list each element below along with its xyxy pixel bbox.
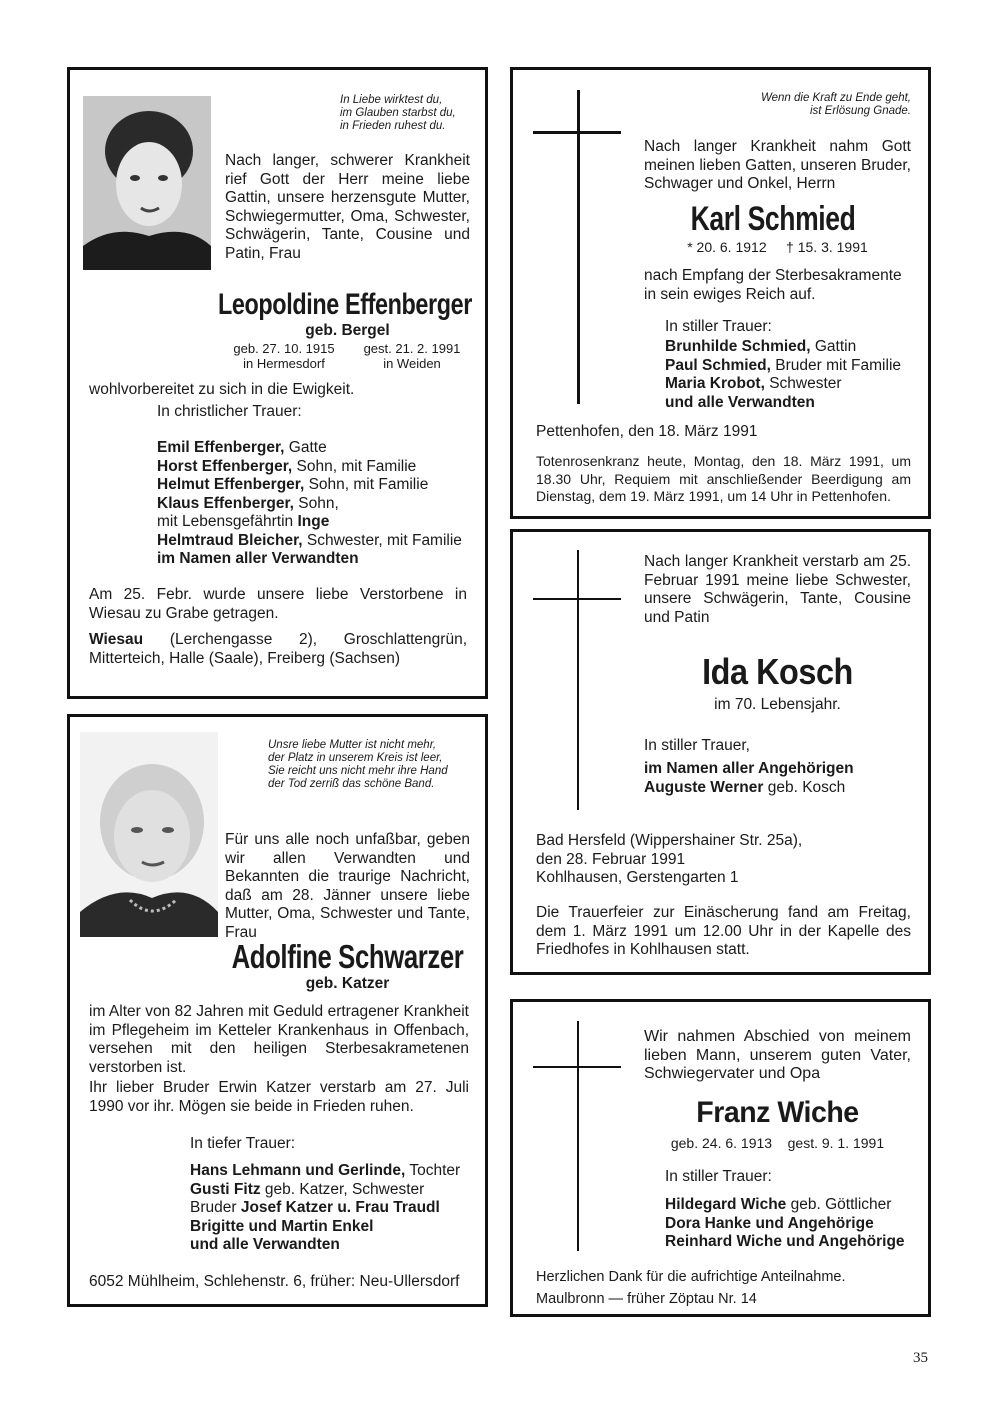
mourners-list (157, 439, 477, 569)
obituary-wiche (510, 999, 931, 1317)
intro-text: Wir nahmen Abschied von meinem lieben Mann, unserem guten Vater, Schwiegervater und Opa (644, 1028, 911, 1082)
after-text: nach Empfang der Sterbesakramente in sein ewiges Reich auf. (644, 267, 902, 303)
mourner: Maria Krobot, Schwester (665, 375, 842, 392)
deceased-name: Leopoldine Effenberger (217, 288, 473, 321)
poem-line: ist Erlösung Gnade. (809, 105, 911, 117)
cross-icon (577, 90, 580, 404)
intro-text: Für uns alle noch unfaßbar, geben wir allen Verwandten und Bekannten die traurige Nachricht, daß am 28. Jänner unsere liebe Mutter, Oma, Schwester und Tante, Frau (225, 831, 470, 941)
place-date: Pettenhofen, den 18. März 1991 (536, 423, 758, 440)
cross-icon (577, 1021, 579, 1251)
mourners-list (190, 1162, 480, 1255)
mourner: Brunhilde Schmied, Gattin (665, 338, 857, 355)
portrait-photo (80, 732, 218, 937)
mourning-heading: In tiefer Trauer: (190, 1135, 296, 1152)
age-text: im 70. Lebensjahr. (714, 696, 841, 713)
mourners-list (665, 1196, 930, 1252)
birth-place: in Hermesdorf (243, 356, 325, 371)
mourner: Auguste Werner geb. Kosch (644, 778, 846, 796)
mourner: Reinhard Wiche und Angehörige (665, 1233, 905, 1250)
poem (268, 739, 468, 791)
mourning-heading: In stiller Trauer: (665, 1168, 772, 1185)
mourning-heading: In stiller Trauer: (665, 318, 772, 335)
burial-text: Am 25. Febr. wurde unsere liebe Verstorbene in Wiesau zu Grabe getragen. (89, 586, 467, 622)
deceased-name: Franz Wiche (696, 1096, 859, 1129)
cross-beam (533, 131, 621, 134)
portrait-photo (83, 96, 211, 270)
poem-line: Unsre liebe Mutter ist nicht mehr, (268, 739, 437, 751)
address-line: Bad Hersfeld (Wippershainer Str. 25a), (536, 832, 803, 849)
footer-text: Totenrosenkranz heute, Montag, den 18. März 1991, um 18.30 Uhr, Requiem mit anschließender Beerdigung am Dienstag, dem 19. März 1991, um 14 Uhr in Pettenhofen. (536, 453, 911, 504)
mourner: Hildegard Wiche geb. Göttlicher (665, 1196, 892, 1213)
deceased-name: Adolfine Schwarzer (231, 938, 464, 975)
intro-text: Nach langer, schwerer Krankheit rief Gott der Herr meine liebe Gattin, unsere herzensgute Mutter, Schwiegermutter, Oma, Schwester, Schwägerin, Tante, Cousine und Patin, Frau (225, 152, 470, 262)
poem (713, 92, 911, 118)
mourner: Dora Hanke und Angehörige (665, 1214, 874, 1232)
poem-line: in Frieden ruhest du. (340, 120, 446, 132)
maiden-name: geb. Katzer (305, 975, 390, 992)
mourner: Emil Effenberger, Gatte (157, 439, 327, 456)
mourner: und alle Verwandten (665, 393, 815, 411)
birth-date: geb. 27. 10. 1915 (233, 341, 335, 356)
poem-line: im Glauben starbst du, (340, 107, 456, 119)
mourners-list (644, 760, 914, 797)
mourner: Helmtraud Bleicher, Schwester, mit Familie (157, 531, 462, 549)
address-text: Wiesau (Lerchengasse 2), Groschlattengrün, Mitterteich, Halle (Saale), Freiberg (Sachsen) (89, 631, 467, 667)
poem-line: der Platz in unserem Kreis ist leer, (268, 752, 443, 764)
mourner: Klaus Effenberger, Sohn, (157, 494, 339, 512)
mourner: im Namen aller Verwandten (157, 550, 359, 567)
obituary-kosch (510, 529, 931, 975)
mourner: Brigitte und Martin Enkel (190, 1217, 374, 1235)
mourner: Helmut Effenberger, Sohn, mit Familie (157, 476, 429, 493)
cross-beam (533, 598, 621, 600)
mourner: und alle Verwandten (190, 1236, 340, 1253)
deceased-name: Ida Kosch (702, 651, 853, 692)
body-text: im Alter von 82 Jahren mit Geduld ertragener Krankheit im Pflegeheim im Ketteler Krankenhaus in Offenbach, versehen mit den heiligen Sterbesakrametenen verstorben ist. (89, 1003, 469, 1076)
deceased-name: Karl Schmied (690, 200, 856, 238)
mourner: Hans Lehmann und Gerlinde, Tochter (190, 1162, 461, 1179)
thanks-text: Herzlichen Dank für die aufrichtige Anteilnahme. (536, 1269, 846, 1285)
obituary-effenberger (67, 67, 488, 699)
mourner: Paul Schmied, Bruder mit Familie (665, 356, 902, 374)
maiden-name: geb. Bergel (305, 322, 390, 339)
address-text: Maulbronn — früher Zöptau Nr. 14 (536, 1291, 757, 1307)
life-dates: geb. 24. 6. 1913 gest. 9. 1. 1991 (670, 1135, 885, 1151)
intro-text: Nach langer Krankheit verstarb am 25. Februar 1991 meine liebe Schwester, unsere Schwägerin, Tante, Cousine und Patin (644, 553, 911, 626)
mourner: mit Lebensgefährtin Inge (157, 513, 330, 530)
poem-line: der Tod zerriß das schöne Band. (268, 778, 435, 790)
mourner: Bruder Josef Katzer u. Frau Traudl (190, 1199, 440, 1216)
body-text-2: Ihr lieber Bruder Erwin Katzer verstarb am 27. Juli 1990 vor ihr. Mögen sie beide in Frieden ruhen. (89, 1079, 469, 1115)
poem-line: Sie reicht uns nicht mehr ihre Hand (268, 765, 448, 777)
mourner: Gusti Fitz geb. Katzer, Schwester (190, 1180, 425, 1198)
address-line: den 28. Februar 1991 (536, 850, 686, 868)
after-text: wohlvorbereitet zu sich in die Ewigkeit. (89, 381, 355, 398)
address-line: Kohlhausen, Gerstengarten 1 (536, 869, 739, 886)
poem-line: In Liebe wirktest du, (340, 94, 443, 106)
mourner: im Namen aller Angehörigen (644, 760, 854, 777)
life-dates: * 20. 6. 1912 † 15. 3. 1991 (687, 239, 868, 255)
cross-beam (533, 1066, 621, 1068)
mourner: Horst Effenberger, Sohn, mit Familie (157, 457, 417, 475)
footer-text: Die Trauerfeier zur Einäscherung fand am Freitag, dem 1. März 1991 um 12.00 Uhr in der Kapelle des Friedhofes in Kohlhausen statt. (536, 904, 911, 958)
poem-line: Wenn die Kraft zu Ende geht, (760, 92, 911, 104)
mourning-heading: In stiller Trauer, (644, 737, 750, 754)
address-block (536, 832, 916, 888)
death-place: in Weiden (383, 356, 441, 371)
page-number: 35 (913, 1350, 928, 1366)
obituary-schmied (510, 67, 931, 519)
cross-icon (577, 550, 579, 810)
mourners-list (665, 338, 925, 412)
intro-text: Nach langer Krankheit nahm Gott meinen lieben Gatten, unseren Bruder, Schwager und Onkel, Herrn (644, 138, 911, 192)
death-date: gest. 21. 2. 1991 (363, 341, 461, 356)
address-text: 6052 Mühlheim, Schlehenstr. 6, früher: Neu-Ullersdorf (89, 1273, 460, 1290)
mourning-heading: In christlicher Trauer: (157, 403, 302, 420)
obituary-schwarzer (67, 714, 488, 1307)
poem (340, 94, 480, 133)
